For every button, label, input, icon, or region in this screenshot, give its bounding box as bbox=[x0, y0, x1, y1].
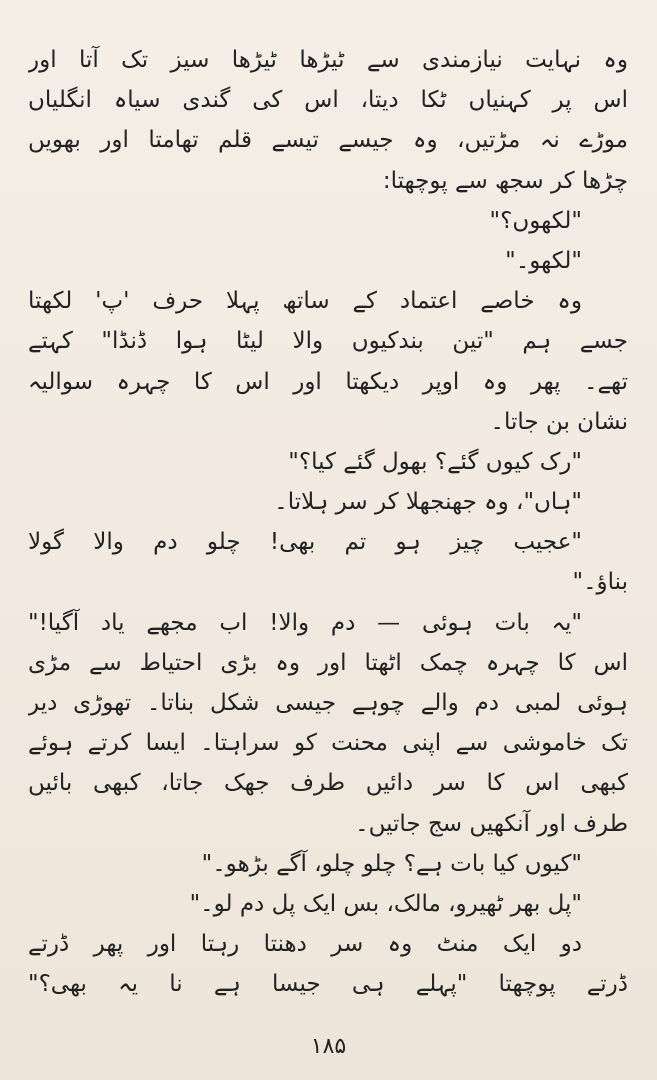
text-line-10: نشان بن جاتا۔ bbox=[490, 408, 628, 435]
text-line-7: وہ خاصے اعتماد کے ساتھ پہلا حرف 'پ' لکھتا bbox=[28, 288, 582, 315]
text-line-14: بناؤ۔" bbox=[572, 569, 628, 596]
dialogue-line-6: "لکھو۔" bbox=[505, 247, 582, 274]
text-line-4: چڑھا کر سجھ سے پوچھتا: bbox=[382, 167, 628, 194]
page-number: ۱۸۵ bbox=[310, 1034, 347, 1059]
text-line-17: ہوئی لمبی دم والے چوہے جیسی شکل بناتا۔ تھوڑی دیر bbox=[28, 690, 628, 716]
text-line-9: تھے۔ پھر وہ اوپر دیکھتا اور اس کا چہرہ سوالیہ bbox=[28, 368, 628, 395]
text-line-20: طرف اور آنکھیں سج جاتیں۔ bbox=[355, 810, 628, 837]
text-line-24: ڈرتے پوچھتا "پہلے ہی جیسا ہے نا یہ بھی؟" bbox=[28, 971, 628, 998]
page-text bbox=[28, 40, 628, 1005]
text-line-3: موڑے نہ مڑتیں، وہ جیسے تیسے قلم تھامتا اور بھویں bbox=[28, 127, 628, 154]
dialogue-line-12: "ہاں"، وہ جھنجھلا کر سر ہلاتا۔ bbox=[274, 489, 582, 516]
dialogue-line-22: "پل بھر ٹھیرو، مالک، بس ایک پل دم لو۔" bbox=[189, 890, 582, 917]
text-line-16: اس کا چہرہ چمک اٹھتا اور وہ بڑی احتیاط سے مڑی bbox=[28, 649, 628, 676]
text-line-19: کبھی اس کا سر دائیں طرف جھک جاتا، کبھی بائیں bbox=[28, 770, 628, 797]
text-line-23: دو ایک منٹ وہ سر دھنتا رہتا اور پھر ڈرتے bbox=[28, 931, 582, 958]
text-line-18: تک خاموشی سے اپنی محنت کو سراہتا۔ ایسا کرتے ہوئے bbox=[28, 730, 628, 757]
text-line-8: جسے ہم "تین بندکیوں والا لیٹا ہوا ڈنڈا" کہتے bbox=[28, 328, 628, 355]
text-line-2: اس پر کہنیاں ٹکا دیتا، اس کی گندی سیاہ انگلیاں bbox=[28, 87, 628, 114]
dialogue-line-15: "یہ بات ہوئی — دم والا! اب مجھے یاد آگیا!" bbox=[28, 609, 582, 636]
text-line-1: وہ نہایت نیازمندی سے ٹیڑھا ٹیڑھا سیز تک آتا اور bbox=[28, 47, 628, 73]
dialogue-line-11: "رک کیوں گئے؟ بھول گئے کیا؟" bbox=[288, 448, 582, 475]
dialogue-line-13: "عجیب چیز ہو تم بھی! چلو دم والا گولا bbox=[28, 529, 582, 556]
dialogue-line-5: "لکھوں؟" bbox=[489, 207, 582, 234]
dialogue-line-21: "کیوں کیا بات ہے؟ چلو چلو، آگے بڑھو۔" bbox=[201, 850, 582, 877]
